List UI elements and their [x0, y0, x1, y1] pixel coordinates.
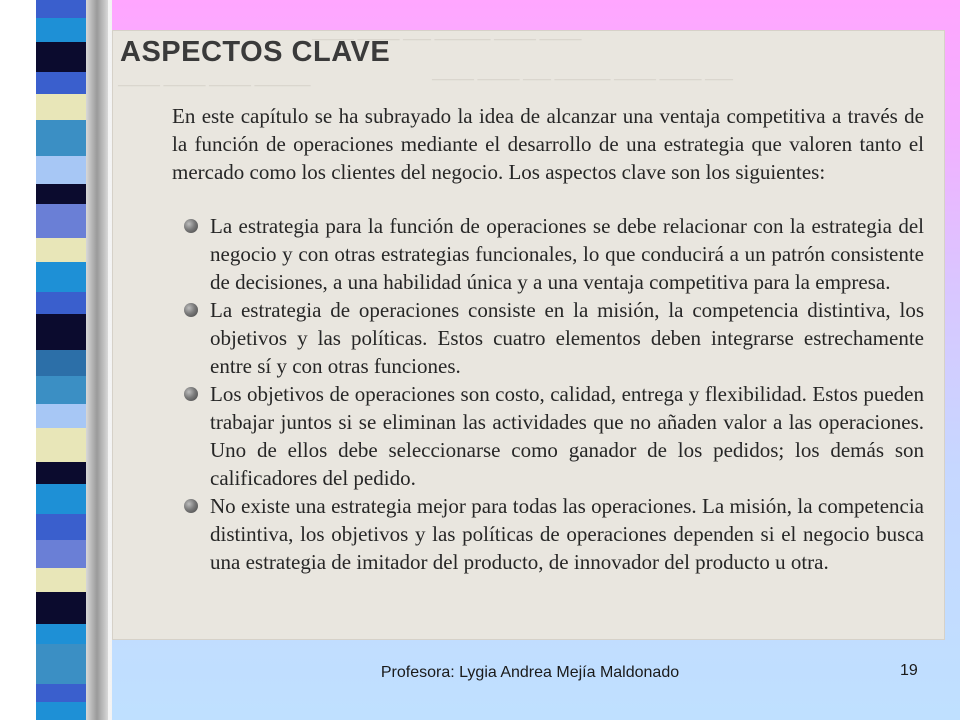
scanned-page-image: [112, 30, 945, 640]
stripe-block: [36, 484, 86, 514]
stripe-block: [36, 404, 86, 428]
stripe-block: [36, 0, 86, 18]
stripe-block: [36, 42, 86, 72]
bleed-through-text: ——— ——— ——— ————: [118, 78, 311, 93]
intro-paragraph: En este capítulo se ha subrayado la idea de alcanzar una ventaja competitiva a través de la función de operaciones mediante el desarrollo de una estrategia que valoren tanto el mercado como los clientes del negocio. Los aspectos clave son los siguientes:: [172, 104, 924, 184]
stripe-block: [36, 18, 86, 42]
bullet-icon: [184, 303, 198, 317]
stripe-block: [36, 72, 86, 94]
stripe-block: [36, 540, 86, 568]
stripe-block: [36, 204, 86, 238]
list-item: [182, 212, 924, 296]
stripe-block: [36, 376, 86, 404]
stripe-block: [36, 592, 86, 624]
stripe-block: [36, 262, 86, 292]
list-item-text: La estrategia para la función de operaciones se debe relacionar con la estrategia del negocio y con otras estrategias funcionales, lo que conducirá a un patrón consistente de decisiones, a una habilidad única y a una ventaja competitiva para la empresa.: [210, 214, 924, 294]
stripe-block: [36, 314, 86, 350]
stripe-block: [36, 350, 86, 376]
stripe-shadow: [86, 0, 108, 720]
stripe-block: [36, 568, 86, 592]
bleed-through-text: ——— ——— —— ———— ——— ———: [312, 32, 582, 47]
stripe-block: [36, 702, 86, 720]
stripe-block: [36, 514, 86, 540]
slide-number: 19: [900, 662, 918, 679]
stripe-block: [36, 462, 86, 484]
stripe-block: [36, 428, 86, 462]
stripe-block: [36, 184, 86, 204]
stripe-block: [36, 624, 86, 644]
stripe-block: [36, 292, 86, 314]
list-item-text: Los objetivos de operaciones son costo, calidad, entrega y flexibilidad. Estos pueden trabajar juntos si se eliminan las actividades que no añaden valor a las operaciones. Uno de ellos debe seleccionarse como ganador de los pedidos; los demás son calificadores del pedido.: [210, 382, 924, 490]
stripe-block: [36, 94, 86, 120]
bleed-through-text: ——— ——— —— ———— ——— ——— ——: [432, 72, 733, 87]
bullet-icon: [184, 219, 198, 233]
footer-author: Profesora: Lygia Andrea Mejía Maldonado: [380, 664, 680, 681]
list-item-text: No existe una estrategia mejor para todas las operaciones. La misión, la competencia distintiva, los objetivos y las políticas de operaciones dependen si el negocio busca una estrategia de imitador del producto, de innovador del producto u otra.: [210, 494, 924, 574]
decorative-stripe-bar: [0, 0, 112, 720]
stripe-block: [36, 156, 86, 184]
stripe-block: [36, 238, 86, 262]
bullet-icon: [184, 387, 198, 401]
list-item: [182, 296, 924, 380]
list-item: [182, 380, 924, 492]
stripe-block: [36, 644, 86, 684]
list-item-text: La estrategia de operaciones consiste en la misión, la competencia distintiva, los objetivos y las políticas. Estos cuatro elementos deben integrarse estrechamente entre sí y con otras funciones.: [210, 298, 924, 378]
stripe-block: [36, 120, 86, 156]
key-points-list: [182, 212, 924, 576]
section-heading: ASPECTOS CLAVE: [120, 36, 391, 68]
bullet-icon: [184, 499, 198, 513]
list-item: [182, 492, 924, 576]
stripe-block: [36, 684, 86, 702]
